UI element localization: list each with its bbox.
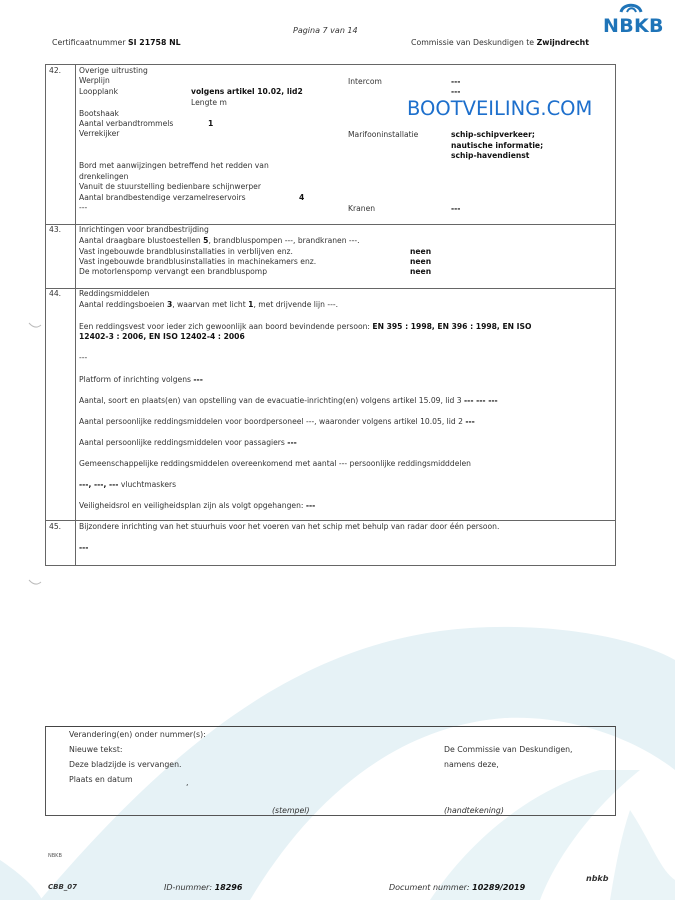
marifoon-label: Marifooninstallatie [348,130,419,139]
certificate-value: SI 21758 NL [128,38,181,47]
commission-header [411,38,589,47]
kranen-label: Kranen [348,204,376,213]
bootshaak-label: Bootshaak [79,109,119,118]
punch-hole-mark [28,578,42,588]
reddingsboeien-value: 3 [166,300,173,309]
reddingsboeien-line [79,300,338,309]
row-divider [46,520,615,521]
reddingsvest-label: Een reddingsvest voor ieder zich gewoonlijk aan boord bevindende persoon: [79,322,370,331]
evacuatie-label: Aantal, soort en plaats(en) van opstelling van de evacuatie-inrichting(en) volgens artikel 15.09, lid 3 [79,396,462,405]
reddingsvest-norm-1: EN 395 : 1998, EN 396 : 1998, EN ISO [372,322,532,331]
form-code: CBB_07 [48,883,78,891]
punch-hole-mark [28,321,42,331]
passagiers-line [79,438,297,447]
verrekijker-label: Verrekijker [79,129,120,138]
intercom-value: --- [451,77,461,86]
id-number-label: ID-nummer: [164,883,213,892]
blus-machinekamers-label: Vast ingebouwde brandblusinstallaties in machinekamers enz. [79,257,317,266]
intercom-label: Intercom [348,77,382,86]
commission-city: Zwijndrecht [536,38,589,47]
passagiers-value: --- [287,438,297,447]
boordpersoneel-line [79,417,475,426]
nbkb-logo: NBKB [603,15,664,37]
veiligheidsrol-label: Veiligheidsrol en veiligheidsplan zijn als volgt opgehangen: [79,501,304,510]
boordpersoneel-label: Aantal persoonlijke reddingsmiddelen voor boordpersoneel ---, waaronder volgens artikel 10.05, lid 2 [79,417,463,426]
loopplank-value: volgens artikel 10.02, lid2 [191,87,303,96]
reddingsvest-line [79,322,531,331]
bord-label-2: drenkelingen [79,172,129,181]
section-45-number: 45. [49,522,62,531]
werplijn-label: Werplijn [79,76,110,85]
page-number: Pagina 7 van 14 [293,26,358,35]
blustoestellen-line [79,236,360,245]
blustoestellen-value: 5 [203,236,209,245]
marifoon-value-1: schip-schipverkeer; [451,130,535,139]
lengte-label: Lengte m [191,98,227,107]
id-number-value: 18296 [214,883,243,892]
reservoirs-label: Aantal brandbestendige verzamelreservoirs [79,193,246,202]
reddingsboeien-licht-value: 1 [248,300,254,309]
reddingsvest-norm-2: 12402-3 : 2006, EN ISO 12402-4 : 2006 [79,332,245,341]
new-text-label: Nieuwe tekst: [69,745,123,754]
signature-label: (handtekening) [444,806,504,815]
marifoon-value-3: schip-havendienst [451,151,530,160]
veiligheidsrol-value: --- [305,501,316,510]
motorlenspomp-value: neen [410,267,432,276]
gemeenschappelijke-label: Gemeenschappelijke reddingsmiddelen overeenkomend met aantal --- persoonlijke reddingsmidddelen [79,459,471,468]
reservoirs-value: 4 [299,193,305,202]
section-42-dash: --- [79,203,88,212]
column-divider [75,65,76,565]
bord-label-1: Bord met aanwijzingen betreffend het redden van [79,161,269,170]
evacuatie-value: --- --- --- [464,396,498,405]
reddingsboeien-lijn-label: , met drijvende lijn ---. [253,300,338,309]
blus-verblijven-label: Vast ingebouwde brandblusinstallaties in verblijven enz. [79,247,293,256]
platform-value: --- [193,375,203,384]
document-number-label: Document nummer: [389,883,470,892]
document-number-value: 10289/2019 [472,883,526,892]
vluchtmaskers-line [79,480,176,489]
loopplank-label: Loopplank [79,87,119,96]
id-number [164,883,242,892]
evacuatie-line [79,396,498,405]
platform-label: Platform of inrichting volgens [79,375,191,384]
section-45-dash: --- [79,543,89,552]
commission-signature-label: De Commissie van Deskundigen, [444,745,573,754]
boordpersoneel-value: --- [465,417,475,426]
section-45-text: Bijzondere inrichting van het stuurhuis voor het voeren van het schip met behulp van radar door één persoon. [79,522,500,531]
certificate-label: Certificaatnummer [52,38,126,47]
footer-small-logo: NBKB [48,853,62,859]
blus-verblijven-value: neen [410,247,432,256]
footer-brand: nbkb [586,874,609,883]
section-44-title: Reddingsmiddelen [79,289,150,298]
vluchtmaskers-label: vluchtmaskers [118,480,177,489]
kranen-value: --- [451,204,461,213]
marifoon-value-2: nautische informatie; [451,141,544,150]
page-replaced-label: Deze bladzijde is vervangen. [69,760,182,769]
verbandtrommels-value: 1 [208,119,214,128]
section-44-dash: --- [79,353,88,362]
passagiers-label: Aantal persoonlijke reddingsmiddelen voor passagiers [79,438,285,447]
schijnwerper-label: Vanuit de stuurstelling bedienbare schijnwerper [79,182,261,191]
commission-label: Commissie van Deskundigen te [411,38,535,47]
section-42-title: Overige uitrusting [79,66,148,75]
intercom-value-2: --- [451,87,461,96]
section-43-number: 43. [49,225,62,234]
changes-title: Verandering(en) onder nummer(s): [69,730,206,739]
motorlenspomp-label: De motorlenspomp vervangt een brandbluspomp [79,267,268,276]
reddingsboeien-licht-label: , waarvan met licht [172,300,246,309]
blus-machinekamers-value: neen [410,257,432,266]
platform-line [79,375,203,384]
section-44-number: 44. [49,289,62,298]
section-42-number: 42. [49,66,62,75]
vluchtmaskers-value: ---, ---, --- [79,480,119,489]
on-behalf-label: namens deze, [444,760,499,769]
place-date-label: Plaats en datum [69,775,133,784]
certificate-table [45,64,616,566]
section-43-title: Inrichtingen voor brandbestrijding [79,225,209,234]
blustoestellen-label: Aantal draagbare blustoestellen [79,236,201,245]
verbandtrommels-label: Aantal verbandtrommels [79,119,174,128]
reddingsboeien-label: Aantal reddingsboeien [79,300,165,309]
document-number [389,883,525,892]
veiligheidsrol-line [79,501,315,510]
stamp-label: (stempel) [272,806,310,815]
bootveiling-watermark: BOOTVEILING.COM [407,97,593,120]
changes-box [45,726,616,816]
nbkb-logo-mark [618,0,644,14]
brandbluspompen-label: , brandbluspompen ---, brandkranen ---. [208,236,360,245]
certificate-number [52,38,181,47]
place-date-comma: , [186,778,189,787]
